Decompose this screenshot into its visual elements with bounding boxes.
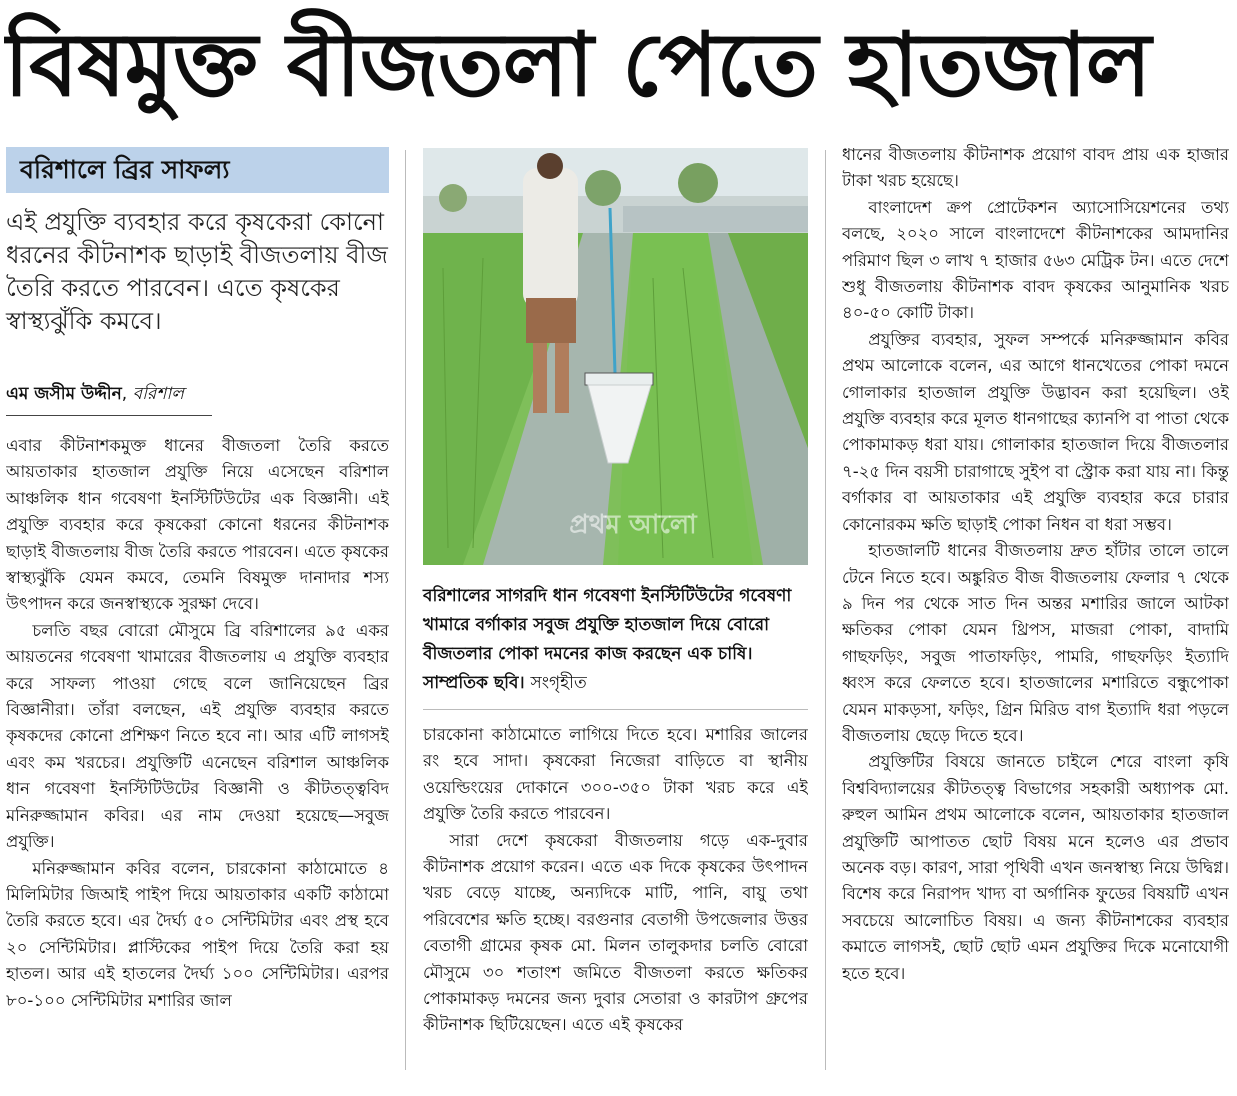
column-1 xyxy=(6,433,389,1096)
column-divider xyxy=(405,150,406,1070)
column-1-paragraph: এবার কীটনাশকমুক্ত ধানের বীজতলা তৈরি করতে আয়তাকার হাতজাল প্রযুক্তি নিয়ে এসেছেন বরিশাল আঞ্চলিক ধান গবেষণা ইনস্টিটিউটের এক বিজ্ঞানী। এই প্রযুক্তি ব্যবহার করে কৃষকেরা কোনো ধরনের কীটনাশক ছাড়াই বীজতলায় বীজ তৈরি করতে পারবেন। এতে কৃষকের স্বাস্থ্যঝুঁকি যেমন কমবে, তেমনি বিষমুক্ত দানাদার শস্য উৎপাদন করে জনস্বাস্থ্যকে সুরক্ষা দেবে। xyxy=(6,436,389,614)
column-1-paragraph: মনিরুজ্জামান কবির বলেন, চারকোনা কাঠামোতে ৪ মিলিমিটার জিআই পাইপ দিয়ে আয়তাকার একটি কাঠামো তৈরি করতে হবে। এর দৈর্ঘ্য ৫০ সেন্টিমিটার এবং প্রস্থ হবে ২০ সেন্টিমিটার। প্লাস্টিকের পাইপ দিয়ে তৈরি করা হয় হাতল। আর এই হাতলের দৈর্ঘ্য ১০০ সেন্টিমিটার। এরপর ৮০-১০০ সেন্টিমিটার মশারির জাল xyxy=(6,858,389,1010)
column-3-paragraph: হাতজালটি ধানের বীজতলায় দ্রুত হাঁটার তালে তালে টেনে নিতে হবে। অঙ্কুরিত বীজ বীজতলায় ফেলার ৭ থেকে ৯ দিন পর থেকে সাত দিন অন্তর মশারির জালে আটকা ক্ষতিকর পোকা যেমন থ্রিপস, মাজরা পোকা, বাদামি গাছফড়িং, সবুজ পাতাফড়িং, পামরি, গাছফড়িং ইত্যাদি ধ্বংস করে ফেলতে হবে। হাতজালের মশারিতে বন্ধুপোকা যেমন মাকড়সা, ফড়িং, গ্রিন মিরিড বাগ ইত্যাদি ধরা পড়লে বীজতলায় ছেড়ে দিতে হবে। xyxy=(842,541,1229,745)
headline: বিষমুক্ত বীজতলা পেতে হাতজাল xyxy=(4,13,1151,116)
byline-location: বরিশাল xyxy=(132,384,184,404)
column-3 xyxy=(842,142,1229,987)
column-3-paragraph: প্রযুক্তির ব্যবহার, সুফল সম্পর্কে মনিরুজ্জামান কবির প্রথম আলোকে বলেন, এর আগে ধানখেতের পোকা দমনে গোলাকার হাতজাল প্রযুক্তি উদ্ভাবন করা হয়েছিল। ওই প্রযুক্তি ব্যবহার করে মূলত ধানগাছের ক্যানপি বা পাতা থেকে পোকামাকড় ধরা যায়। গোলাকার হাতজাল দিয়ে বীজতলার ৭-২৫ দিন বয়সী চারাগাছে সুইপ বা স্ট্রোক করা যায় না। কিন্তু বর্গাকার বা আয়তাকার এই প্রযুক্তি ব্যবহার করে চারার কোনোরকম ক্ষতি ছাড়াই পোকা নিধন বা ধরা সম্ভব। xyxy=(842,329,1229,534)
photo xyxy=(423,148,808,565)
column-divider xyxy=(825,150,826,1070)
photo-caption xyxy=(423,582,808,698)
column-2-paragraph: সারা দেশে কৃষকেরা বীজতলায় গড়ে এক-দুবার কীটনাশক প্রয়োগ করেন। এতে এক দিকে কৃষকের উৎপাদন খরচ বেড়ে যাচ্ছে, অন্যদিকে মাটি, পানি, বায়ু তথা পরিবেশের ক্ষতি হচ্ছে। বরগুনার বেতাগী উপজেলার উত্তর বেতাগী গ্রামের কৃষক মো. মিলন তালুকদার চলতি বোরো মৌসুমে ৩০ শতাংশ জমিতে বীজতলা করতে ক্ষতিকর পোকামাকড় দমনের জন্য দুবার সেতারা ও কারটাপ গ্রুপের কীটনাশক ছিটিয়েছেন। এতে এই কৃষকের xyxy=(423,830,808,1035)
caption-credit: সংগৃহীত xyxy=(530,673,587,693)
farmer-net-photo xyxy=(423,148,808,565)
intro-text: এই প্রযুক্তি ব্যবহার করে কৃষকেরা কোনো ধরনের কীটনাশক ছাড়াই বীজতলায় বীজ তৈরি করতে পারবেন। এতে কৃষকের স্বাস্থ্যঝুঁকি কমবে। xyxy=(6,208,388,335)
column-3-paragraph: ধানের বীজতলায় কীটনাশক প্রয়োগ বাবদ প্রায় এক হাজার টাকা খরচ হয়েছে। xyxy=(842,145,1229,191)
caption-text: বরিশালের সাগরদি ধান গবেষণা ইনস্টিটিউটের গবেষণা খামারে বর্গাকার সবুজ প্রযুক্তি হাতজাল দিয়ে বোরো বীজতলার পোকা দমনের কাজ করছেন এক চাষি। সাম্প্রতিক ছবি। xyxy=(423,586,792,693)
column-3-paragraph: বাংলাদেশ ক্রপ প্রোটেকশন অ্যাসোসিয়েশনের তথ্য বলছে, ২০২০ সালে বাংলাদেশে কীটনাশকের আমদানির পরিমাণ ছিল ৩ লাখ ৭ হাজার ৫৬৩ মেট্রিক টন। এতে দেশে শুধু বীজতলায় কীটনাশক বাবদ কৃষকের আনুমানিক খরচ ৪০-৫০ কোটি টাকা। xyxy=(842,197,1229,323)
byline-author: এম জসীম উদ্দীন xyxy=(6,384,122,404)
column-2 xyxy=(423,722,808,1039)
column-3-paragraph: প্রযুক্তিটির বিষয়ে জানতে চাইলে শেরে বাংলা কৃষি বিশ্ববিদ্যালয়ের কীটতত্ত্ব বিভাগের সহকারী অধ্যাপক মো. রুহুল আমিন প্রথম আলোকে বলেন, আয়তাকার হাতজাল প্রযুক্তিটি আপাতত ছোট বিষয় মনে হলেও এর প্রভাব অনেক বড়। কারণ, সারা পৃথিবী এখন জনস্বাস্থ্য নিয়ে উদ্বিগ্ন। বিশেষ করে নিরাপদ খাদ্য বা অর্গানিক ফুডের বিষয়টি এখন সবচেয়ে আলোচিত বিষয়। এ জন্য কীটনাশকের ব্যবহার কমাতে লাগসই, ছোট ছোট এমন প্রযুক্তির দিকে মনোযোগী হতে হবে। xyxy=(842,752,1229,983)
subheadline: বরিশালে ব্রির সাফল্য xyxy=(6,147,389,193)
column-1-paragraph: চলতি বছর বোরো মৌসুমে ব্রি বরিশালের ৯৫ একর আয়তনের গবেষণা খামারের বীজতলায় এ প্রযুক্তি ব্যবহার করে সাফল্য পাওয়া গেছে বলে জানিয়েছেন ব্রির বিজ্ঞানীরা। তাঁরা বলছেন, এই প্রযুক্তি ব্যবহার করতে কৃষকদের কোনো প্রশিক্ষণ নিতে হবে না। আর এটি লাগসই এবং কম খরচের। প্রযুক্তিটি এনেছেন বরিশাল আঞ্চলিক ধান গবেষণা ইনস্টিটিউটের বিজ্ঞানী ও কীটতত্ত্ববিদ মনিরুজ্জামান কবির। এর নাম দেওয়া হয়েছে—সবুজ প্রযুক্তি। xyxy=(6,620,389,852)
photo-watermark: প্রথম আলো xyxy=(569,510,697,540)
byline: এম জসীম উদ্দীন, বরিশাল xyxy=(6,381,212,416)
column-2-paragraph: চারকোনা কাঠামোতে লাগিয়ে দিতে হবে। মশারির জালের রং হবে সাদা। কৃষকেরা নিজেরা বাড়িতে বা স্থানীয় ওয়েল্ডিংয়ের দোকানে ৩০০-৩৫০ টাকা খরচ করে এই প্রযুক্তি তৈরি করতে পারবেন। xyxy=(423,725,808,824)
caption-divider xyxy=(423,709,808,710)
